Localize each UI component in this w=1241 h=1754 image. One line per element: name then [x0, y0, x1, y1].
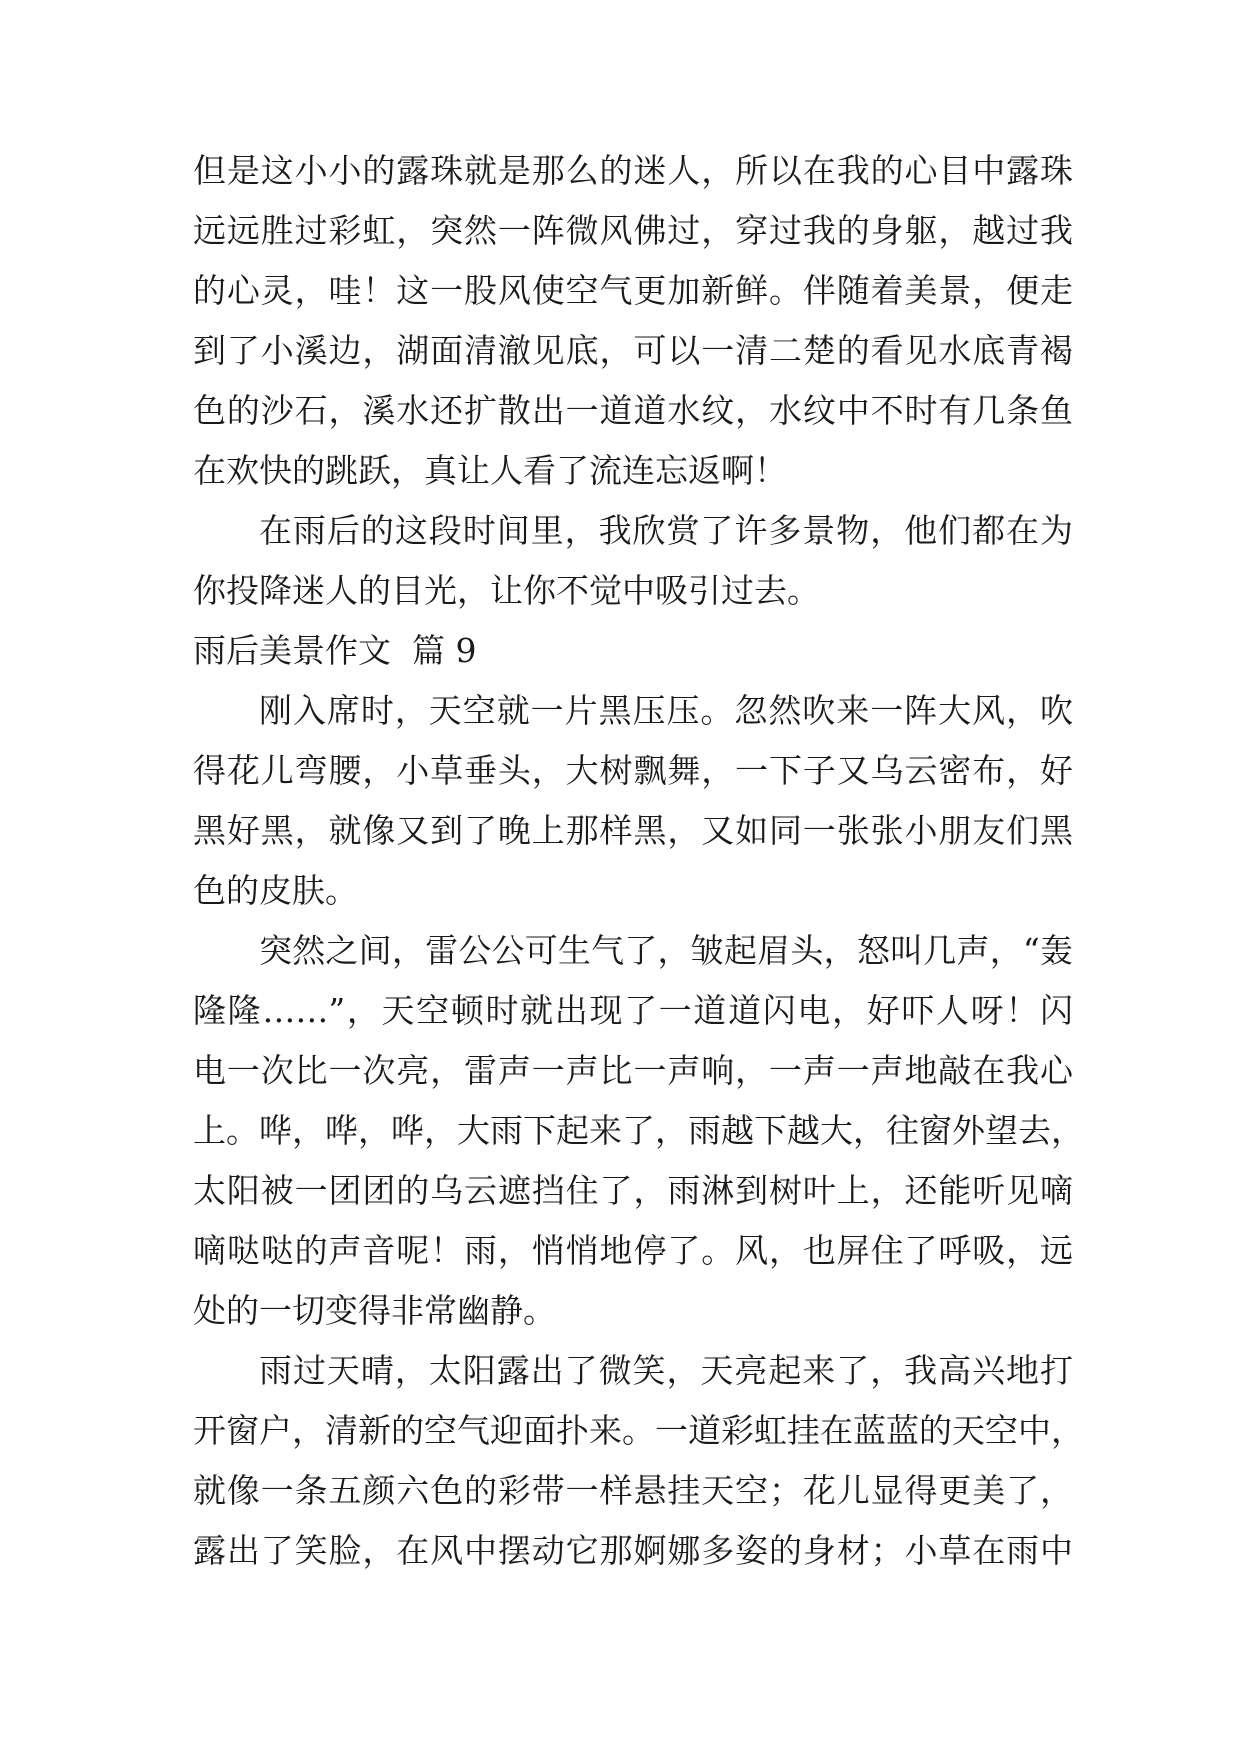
text-line: 到了小溪边，湖面清澈见底，可以一清二楚的看见水底青褐 — [193, 331, 1073, 370]
text-line: 处的一切变得非常幽静。 — [193, 1291, 556, 1330]
text-line: 嘀哒哒的声音呢！雨，悄悄地停了。风，也屏住了呼吸，远 — [193, 1231, 1073, 1270]
text-line: 你投降迷人的目光，让你不觉中吸引过去。 — [193, 571, 820, 610]
text-line: 色的皮肤。 — [193, 871, 358, 910]
text-line: 在欢快的跳跃，真让人看了流连忘返啊！ — [193, 451, 787, 490]
text-line: 黑好黑，就像又到了晚上那样黑，又如同一张张小朋友们黑 — [193, 811, 1073, 850]
text-line: 突然之间，雷公公可生气了，皱起眉头，怒叫几声，“轰 — [259, 931, 1073, 970]
text-line: 露出了笑脸，在风中摆动它那婀娜多姿的身材；小草在雨中 — [193, 1531, 1073, 1570]
text-line: 远远胜过彩虹，突然一阵微风佛过，穿过我的身躯，越过我 — [193, 211, 1073, 250]
section-heading: 雨后美景作文 篇 9 — [193, 631, 477, 670]
text-line: 但是这小小的露珠就是那么的迷人，所以在我的心目中露珠 — [193, 151, 1073, 190]
text-line: 雨过天晴，太阳露出了微笑，天亮起来了，我高兴地打 — [259, 1351, 1073, 1390]
text-line: 上。哗，哗，哗，大雨下起来了，雨越下越大，往窗外望去， — [193, 1111, 1084, 1150]
text-line: 刚入席时，天空就一片黑压压。忽然吹来一阵大风，吹 — [259, 691, 1073, 730]
text-line: 开窗户，清新的空气迎面扑来。一道彩虹挂在蓝蓝的天空中， — [193, 1411, 1084, 1450]
text-line: 色的沙石，溪水还扩散出一道道水纹，水纹中不时有几条鱼 — [193, 391, 1073, 430]
text-line: 的心灵，哇！这一股风使空气更加新鲜。伴随着美景，便走 — [193, 271, 1073, 310]
text-line: 隆隆……”，天空顿时就出现了一道道闪电，好吓人呀！闪 — [193, 991, 1073, 1030]
text-line: 在雨后的这段时间里，我欣赏了许多景物，他们都在为 — [259, 511, 1073, 550]
text-line: 就像一条五颜六色的彩带一样悬挂天空；花儿显得更美了， — [193, 1471, 1073, 1510]
text-line: 电一次比一次亮，雷声一声比一声响，一声一声地敲在我心 — [193, 1051, 1073, 1090]
text-line: 得花儿弯腰，小草垂头，大树飘舞，一下子又乌云密布，好 — [193, 751, 1073, 790]
text-line: 太阳被一团团的乌云遮挡住了，雨淋到树叶上，还能听见嘀 — [193, 1171, 1073, 1210]
